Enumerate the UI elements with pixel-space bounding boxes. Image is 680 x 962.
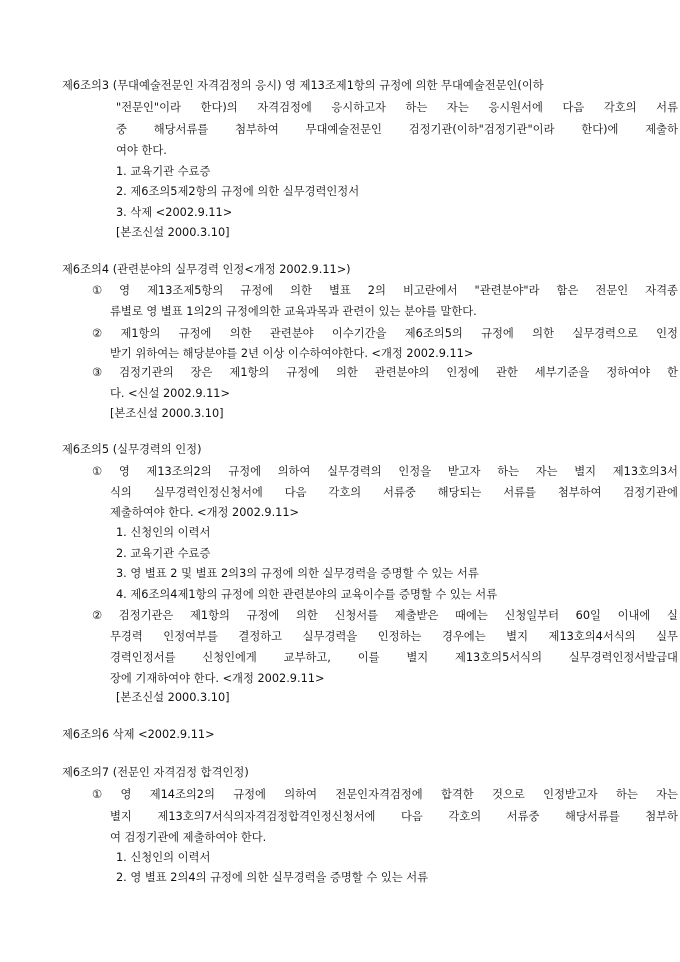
word: 의한 (532, 327, 554, 340)
word: 제출하 (645, 123, 678, 136)
word: 전문인 (595, 284, 629, 297)
word: 이내에 (617, 609, 651, 622)
word: 비고란에서 (402, 284, 458, 297)
word: 자격검정에 (257, 101, 312, 114)
paragraph-line (92, 283, 678, 299)
word: 인정하는 (377, 630, 422, 643)
word: 하는 (497, 465, 520, 478)
word: 무경력 (110, 630, 143, 643)
word: 이수기간을 (331, 327, 387, 340)
word: 규정에 (286, 366, 320, 379)
word: 영 (118, 465, 130, 478)
word: 응시원서에 (488, 101, 543, 114)
word: 의한 (336, 366, 358, 379)
word: 이를 (357, 651, 380, 664)
word: 의하여 (277, 465, 311, 478)
word: 자격종 (645, 284, 678, 297)
word: 검정기관은 (118, 609, 174, 622)
word: 별표 (328, 284, 351, 297)
word: 식의 (110, 486, 132, 499)
article-note: [본조신설 2000.3.10] (116, 226, 230, 239)
word: 제1항의 (120, 327, 161, 340)
article-note: [본조신설 2000.3.10] (116, 691, 230, 704)
word: 별지 (406, 651, 429, 664)
word: 인정에 (446, 366, 480, 379)
word: 60일 (575, 609, 601, 622)
word: 서류중 (383, 486, 416, 499)
paragraph-line (92, 365, 678, 381)
list-item: 1. 신청인의 이력서 (116, 851, 211, 864)
word: 영 (120, 788, 132, 801)
word: 해당서류를 (153, 123, 209, 136)
word: 검정기관의 (119, 366, 174, 379)
list-item: 3. 삭제 <2002.9.11> (116, 206, 233, 219)
word: 규정에 (240, 284, 274, 297)
list-item: 1. 교육기관 수료증 (116, 165, 211, 178)
word: 실무경력인정서발급대 (568, 651, 678, 664)
word: 인정받고자 (543, 788, 598, 801)
word: 2의 (367, 284, 386, 297)
article-6-3-body-line (116, 100, 678, 116)
list-item: 4. 제6조의4제1항의 규정에 의한 관련분야의 교육이수를 증명할 수 있는 서류 (116, 588, 498, 601)
word: 제1항의 (229, 366, 270, 379)
list-item: 2. 영 별표 2의4의 규정에 의한 실무경력을 증명할 수 있는 서류 (116, 871, 429, 884)
word: "관련분야"라 (474, 284, 540, 297)
word: 규정에 (246, 609, 280, 622)
word: 합격한 (440, 788, 474, 801)
paragraph-line (110, 809, 678, 825)
word: 자는 (446, 101, 469, 114)
word: 무대예술전문인 (305, 123, 382, 136)
word: 별지 (110, 810, 132, 823)
article-6-3-body-line (116, 122, 678, 138)
word: 신청인에게 (202, 651, 257, 664)
word: 인정여부를 (163, 630, 218, 643)
paragraph-line (92, 326, 678, 342)
word: 장은 (190, 366, 213, 379)
paragraph-line: 장에 기재하여야 한다. <개정 2002.9.11> (110, 672, 325, 685)
word: 다음 (284, 486, 307, 499)
word: 제6조의5의 (404, 327, 463, 340)
word: 다음 (400, 810, 423, 823)
word: 서류중 (506, 810, 540, 823)
word: 인정 (656, 327, 678, 340)
paragraph-line (110, 485, 678, 501)
word: 의한 (229, 327, 252, 340)
word: 전문인자격검정에 (335, 788, 423, 801)
word: 제14조의2의 (149, 788, 215, 801)
word: ① (92, 788, 103, 801)
word: 실 (666, 609, 678, 622)
word: 의한 (290, 284, 312, 297)
word: 신청서를 (334, 609, 379, 622)
paragraph-line: 제출하여야 한다. <개정 2002.9.11> (110, 506, 300, 519)
word: 응시하고자 (331, 101, 386, 114)
word: 경력인정서를 (110, 651, 176, 664)
word: 것으로 (492, 788, 525, 801)
list-item: 1. 신청인의 이력서 (116, 526, 211, 539)
paragraph-line: 류별로 영 별표 1의2의 규정에의한 교육과목과 관련이 있는 분야를 말한다. (110, 305, 477, 318)
paragraph-line: 다. <신설 2002.9.11> (110, 387, 230, 400)
word: 해당서류를 (565, 810, 620, 823)
word: 제13호의7서식의자격검정합격인정신청서에 (157, 810, 376, 823)
word: 첨부하여 (557, 486, 602, 499)
paragraph-line (92, 464, 678, 480)
word: 받고자 (447, 465, 481, 478)
word: 제1항의 (190, 609, 230, 622)
word: 신청일부터 (504, 609, 559, 622)
word: 규정에 (228, 465, 262, 478)
word: 함은 (556, 284, 579, 297)
word: 첨부하 (645, 810, 678, 823)
word: 각호의 (448, 810, 482, 823)
list-item: 3. 영 별표 2 및 별표 2의3의 규정에 의한 실무경력을 증명할 수 있는 서류 (116, 567, 479, 580)
word: ① (92, 284, 103, 297)
article-6-6-title: 제6조의6 삭제 <2002.9.11> (62, 728, 215, 741)
paragraph-line (92, 608, 678, 624)
word: ② (92, 609, 103, 622)
word: 실무경력의 (327, 465, 382, 478)
word: 인정을 (398, 465, 432, 478)
word: 한다)의 (200, 101, 238, 114)
word: 자는 (535, 465, 558, 478)
word: 자는 (656, 788, 678, 801)
word: ③ (92, 366, 103, 379)
list-item: 2. 제6조의5제2항의 규정에 의한 실무경력인정서 (116, 185, 360, 198)
paragraph-line: 여 검정기관에 제출하여야 한다. (110, 831, 267, 844)
article-note: [본조신설 2000.3.10] (110, 407, 224, 420)
word: 한 (666, 366, 678, 379)
article-6-3-title: 제6조의3 (무대예술전문인 자격검정의 응시) 영 제13조제1항의 규정에 의한 무대예술전문인(이하 (62, 79, 544, 92)
word: 검정기관에 (623, 486, 678, 499)
paragraph-line (110, 629, 678, 645)
word: 영 (119, 284, 131, 297)
word: 별지 (574, 465, 597, 478)
word: 결정하고 (238, 630, 283, 643)
word: "전문인"이라 (116, 101, 181, 114)
word: 실무경력을 (302, 630, 358, 643)
word: 때에는 (455, 609, 488, 622)
word: 서류를 (503, 486, 536, 499)
word: 관한 (496, 366, 518, 379)
word: 의한 (295, 609, 318, 622)
word: 해당되는 (437, 486, 482, 499)
article-6-5-title: 제6조의5 (실무경력의 인정) (62, 443, 202, 456)
word: 관련분야의 (374, 366, 430, 379)
word: 제13조의2의 (146, 465, 212, 478)
word: 제13호의3서 (612, 465, 678, 478)
word: 한다)에 (581, 123, 619, 136)
word: 첨부하여 (235, 123, 279, 136)
word: 각호의 (603, 101, 637, 114)
word: 하는 (405, 101, 428, 114)
word: ① (92, 465, 103, 478)
paragraph-line (92, 787, 678, 803)
word: ② (92, 327, 103, 340)
word: 규정에 (481, 327, 514, 340)
word: 세부기준을 (534, 366, 590, 379)
word: 경우에는 (441, 630, 486, 643)
word: 실무경력인정신청서에 (153, 486, 263, 499)
word: 실무경력으로 (572, 327, 638, 340)
article-6-3-body-line: 여야 한다. (116, 144, 167, 157)
word: 관련분야 (269, 327, 314, 340)
word: 정하여야 (606, 366, 650, 379)
word: 각호의 (328, 486, 362, 499)
word: 교부하고, (283, 651, 331, 664)
list-item: 2. 교육기관 수료증 (116, 547, 211, 560)
paragraph-line (110, 650, 678, 666)
word: 다음 (562, 101, 585, 114)
word: 제13호의4서식의 (548, 630, 636, 643)
word: 제출받은 (394, 609, 439, 622)
word: 제13호의5서식의 (454, 651, 542, 664)
word: 규정에 (233, 788, 266, 801)
word: 하는 (615, 788, 638, 801)
word: 서류 (656, 101, 678, 114)
word: 의하여 (284, 788, 318, 801)
article-6-7-title: 제6조의7 (전문인 자격검정 합격인정) (62, 766, 249, 779)
word: 중 (116, 123, 127, 136)
word: 실무 (656, 630, 678, 643)
word: 규정에 (178, 327, 212, 340)
word: 제13조제5항의 (147, 284, 224, 297)
paragraph-line: 받기 위하여는 해당분야를 2년 이상 이수하여야한다. <개정 2002.9.11> (110, 347, 474, 360)
word: 별지 (506, 630, 528, 643)
article-6-4-title: 제6조의4 (관련분야의 실무경력 인정<개정 2002.9.11>) (62, 263, 351, 276)
word: 검정기관(이하"검정기관"이라 (408, 123, 555, 136)
